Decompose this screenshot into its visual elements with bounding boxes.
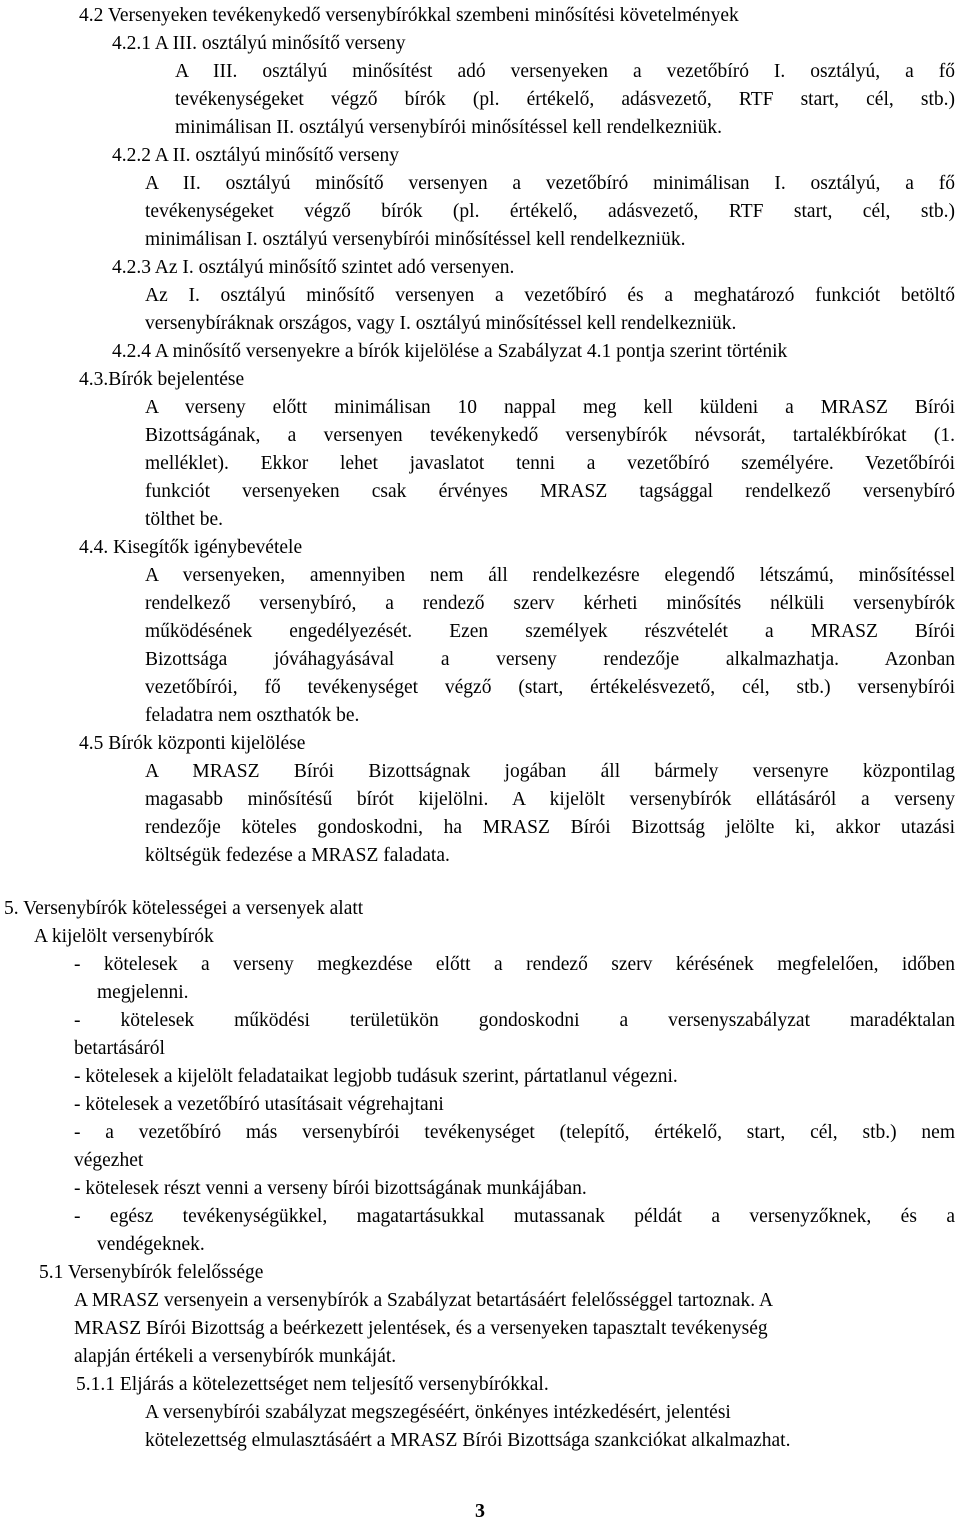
text-line: magasabb minősítésű bírót kijelölni. A kijelölt versenybírók ellátásáról a verseny <box>145 789 955 810</box>
text-line: tevékenységeket végző bírók (pl. értékelő, adásvezető, RTF start, cél, stb.) <box>175 89 955 110</box>
text-line: 4.5 Bírók központi kijelölése <box>79 733 306 754</box>
text-line: Bizottságának, a versenyen tevékenykedő versenybírók névsorát, tartalékbírókat (1. <box>145 425 955 446</box>
text-line: minimálisan I. osztályú versenybírói minősítéssel kell rendelkezniük. <box>145 229 686 250</box>
text-line: 4.2.2 A II. osztályú minősítő verseny <box>112 145 400 166</box>
text-line: megjelenni. <box>97 982 189 1003</box>
text-line: 4.2.3 Az I. osztályú minősítő szintet adó versenyen. <box>112 257 515 278</box>
text-line: A versenyeken, amennyiben nem áll rendelkezésre elegendő létszámú, minősítéssel <box>145 565 955 586</box>
text-line: A III. osztályú minősítést adó versenyeken a vezetőbíró I. osztályú, a fő <box>175 61 955 82</box>
text-line: végezhet <box>74 1150 144 1171</box>
text-line: - kötelesek a verseny megkezdése előtt a rendező szerv kérésének megfelelően, időben <box>74 954 955 975</box>
text-line: - egész tevékenységükkel, magatartásukkal mutassanak példát a versenyzőknek, és a <box>74 1206 955 1227</box>
text-line: funkciót versenyeken csak érvényes MRASZ tagsággal rendelkező versenybíró <box>145 481 955 502</box>
text-line: A versenybírói szabályzat megszegéséért, önkényes intézkedésért, jelentési <box>145 1402 731 1423</box>
text-line: feladatra nem oszthatók be. <box>145 705 360 726</box>
text-line: Bizottsága jóváhagyásával a verseny rendezője alkalmazhatja. Azonban <box>145 649 955 670</box>
text-line: tevékenységeket végző bírók (pl. értékelő, adásvezető, RTF start, cél, stb.) <box>145 201 955 222</box>
text-line: - kötelesek a kijelölt feladataikat legjobb tudásuk szerint, pártatlanul végezni. <box>74 1066 678 1087</box>
text-line: - kötelesek működési területükön gondoskodni a versenyszabályzat maradéktalan <box>74 1010 955 1031</box>
text-line: A kijelölt versenybírók <box>34 926 214 947</box>
text-line: betartásáról <box>74 1038 165 1059</box>
text-line: 4.2 Versenyeken tevékenykedő versenybírókkal szembeni minősítési követelmények <box>79 5 739 26</box>
text-line: melléklet). Ekkor lehet javaslatot tenni a vezetőbíró személyére. Vezetőbírói <box>145 453 955 474</box>
text-line: alapján értékeli a versenybírók munkáját. <box>74 1346 397 1367</box>
text-line: 4.2.4 A minősítő versenyekre a bírók kijelölése a Szabályzat 4.1 pontja szerint történik <box>112 341 788 362</box>
text-line: versenybíráknak országos, vagy I. osztályú minősítéssel kell rendelkezniük. <box>145 313 737 334</box>
text-line: működésének engedélyezését. Ezen személyek részvételét a MRASZ Bírói <box>145 621 955 642</box>
text-line: 4.2.1 A III. osztályú minősítő verseny <box>112 33 406 54</box>
text-line: 5.1 Versenybírók felelőssége <box>39 1262 264 1283</box>
text-line: A verseny előtt minimálisan 10 nappal meg kell küldeni a MRASZ Bírói <box>145 397 955 418</box>
text-line: - a vezetőbíró más versenybírói tevékenységet (telepítő, értékelő, start, cél, stb.) nem <box>74 1122 955 1143</box>
text-line: Az I. osztályú minősítő versenyen a vezetőbíró és a meghatározó funkciót betöltő <box>145 285 955 306</box>
text-line: vendégeknek. <box>97 1234 205 1255</box>
text-line: minimálisan II. osztályú versenybírói minősítéssel kell rendelkezniük. <box>175 117 722 138</box>
text-line: 5. Versenybírók kötelességei a versenyek alatt <box>4 898 364 919</box>
text-line: A II. osztályú minősítő versenyen a vezetőbíró minimálisan I. osztályú, a fő <box>145 173 955 194</box>
text-line: A MRASZ Bírói Bizottságnak jogában áll bármely versenyre központilag <box>145 761 955 782</box>
text-line: - kötelesek a vezetőbíró utasításait végrehajtani <box>74 1094 444 1115</box>
text-line: kötelezettség elmulasztásáért a MRASZ Bírói Bizottsága szankciókat alkalmazhat. <box>145 1430 791 1451</box>
text-line: 4.3.Bírók bejelentése <box>79 369 245 390</box>
text-line: rendelkező versenybíró, a rendező szerv kérheti minősítés nélküli versenybírók <box>145 593 955 614</box>
page-number: 3 <box>475 1500 485 1522</box>
text-line: 5.1.1 Eljárás a kötelezettséget nem teljesítő versenybírókkal. <box>76 1374 549 1395</box>
text-line: tölthet be. <box>145 509 223 530</box>
text-line: rendezője köteles gondoskodni, ha MRASZ Bírói Bizottság jelölte ki, akkor utazási <box>145 817 955 838</box>
text-line: A MRASZ versenyein a versenybírók a Szabályzat betartásáért felelősséggel tartoznak. A <box>74 1290 774 1311</box>
text-line: - kötelesek részt venni a verseny bírói bizottságának munkájában. <box>74 1178 587 1199</box>
text-line: 4.4. Kisegítők igénybevétele <box>79 537 303 558</box>
text-line: MRASZ Bírói Bizottság a beérkezett jelentések, és a versenyeken tapasztalt tevékenység <box>74 1318 768 1339</box>
text-line: költségük fedezése a MRASZ faladata. <box>145 845 450 866</box>
text-line: vezetőbírói, fő tevékenységet végző (start, értékelésvezető, cél, stb.) versenybírói <box>145 677 955 698</box>
